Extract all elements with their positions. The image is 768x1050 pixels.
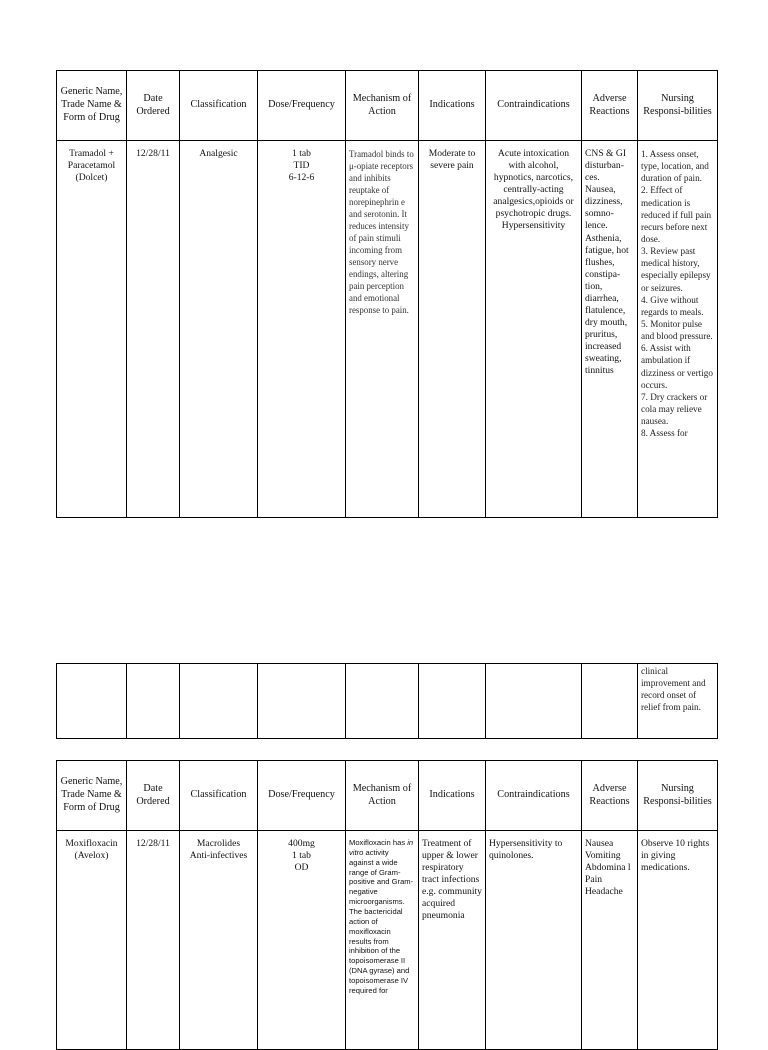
empty-cell bbox=[258, 664, 346, 739]
header-generic: Generic Name, Trade Name & Form of Drug bbox=[57, 71, 127, 141]
header-adverse: Adverse Reactions bbox=[582, 761, 638, 831]
header-date: Date Ordered bbox=[127, 71, 180, 141]
header-classification: Classification bbox=[180, 761, 258, 831]
classification-cell: Analgesic bbox=[180, 141, 258, 518]
header-adverse: Adverse Reactions bbox=[582, 71, 638, 141]
drug-row bbox=[57, 831, 718, 1050]
contraindications-cell: Acute intoxication with alcohol, hypnotics, narcotics, centrally-acting analgesics,opioids or psychotropic drugs. Hypersensitivity bbox=[486, 141, 582, 518]
header-mechanism: Mechanism of Action bbox=[346, 761, 419, 831]
empty-cell bbox=[127, 664, 180, 739]
contraindications-cell: Hypersensitivity to quinolones. bbox=[486, 831, 582, 1050]
header-indications: Indications bbox=[419, 71, 486, 141]
continuation-row bbox=[57, 664, 718, 739]
header-mechanism: Mechanism of Action bbox=[346, 71, 419, 141]
header-nursing: Nursing Responsi-bilities bbox=[638, 71, 718, 141]
mechanism-text-start: Moxifloxacin has bbox=[349, 838, 408, 847]
generic-name-cell: Moxifloxacin (Avelox) bbox=[57, 831, 127, 1050]
drug-table-moxifloxacin bbox=[56, 760, 718, 1050]
dose-frequency-cell: 1 tab TID 6-12-6 bbox=[258, 141, 346, 518]
mechanism-text-end: activity against a wide range of Gram-positive and Gram-negative microorganisms. The bactericidal action of moxifloxacin results from inhibition of the topoisomerase II (DNA gyrase) and topoisomerase IV required for bbox=[349, 847, 414, 995]
dose-frequency-cell: 400mg 1 tab OD bbox=[258, 831, 346, 1050]
header-contraindications: Contraindications bbox=[486, 71, 582, 141]
empty-cell bbox=[57, 664, 127, 739]
header-contraindications: Contraindications bbox=[486, 761, 582, 831]
empty-cell bbox=[582, 664, 638, 739]
header-dose: Dose/Frequency bbox=[258, 761, 346, 831]
generic-name-cell: Tramadol + Paracetamol (Dolcet) bbox=[57, 141, 127, 518]
date-ordered-cell: 12/28/11 bbox=[127, 141, 180, 518]
continuation-table bbox=[56, 663, 718, 739]
classification-cell: Macrolides Anti-infectives bbox=[180, 831, 258, 1050]
header-row bbox=[57, 71, 718, 141]
nursing-responsibilities-cell: 1. Assess onset, type, location, and duration of pain. 2. Effect of medication is reduced if full pain recurs before next dose. 3. Review past medical history, especially epilepsy or seizures. 4. Give without regards to meals. 5. Monitor pulse and blood pressure. 6. Assist with ambulation if dizziness or vertigo occurs. 7. Dry crackers or cola may relieve nausea. 8. Assess for bbox=[638, 141, 718, 518]
header-classification: Classification bbox=[180, 71, 258, 141]
empty-cell bbox=[486, 664, 582, 739]
nursing-responsibilities-cell: Observe 10 rights in giving medications. bbox=[638, 831, 718, 1050]
adverse-reactions-cell: CNS & GI disturban-ces. Nausea, dizziness, somno-lence. Asthenia, fatigue, hot flushes, constipa-tion, diarrhea, flatulence, dry mouth, pruritus, increased sweating, tinnitus bbox=[582, 141, 638, 518]
adverse-reactions-cell: Nausea Vomiting Abdomina l Pain Headache bbox=[582, 831, 638, 1050]
mechanism-cell: Tramadol binds to μ-opiate receptors and inhibits reuptake of norepinephrin e and serotonin. It reduces intensity of pain stimuli incoming from sensory nerve endings, altering pain perception and emotional response to pain. bbox=[346, 141, 419, 518]
indications-cell: Treatment of upper & lower respiratory tract infections e.g. community acquired pneumonia bbox=[419, 831, 486, 1050]
drug-table-tramadol bbox=[56, 70, 718, 518]
mechanism-text-italic: in vitro bbox=[349, 838, 414, 857]
header-generic: Generic Name, Trade Name & Form of Drug bbox=[57, 761, 127, 831]
empty-cell bbox=[346, 664, 419, 739]
drug-row bbox=[57, 141, 718, 518]
header-nursing: Nursing Responsi-bilities bbox=[638, 761, 718, 831]
indications-cell: Moderate to severe pain bbox=[419, 141, 486, 518]
date-ordered-cell: 12/28/11 bbox=[127, 831, 180, 1050]
nursing-continuation-cell: clinical improvement and record onset of relief from pain. bbox=[638, 664, 718, 739]
empty-cell bbox=[180, 664, 258, 739]
header-date: Date Ordered bbox=[127, 761, 180, 831]
header-row bbox=[57, 761, 718, 831]
header-indications: Indications bbox=[419, 761, 486, 831]
empty-cell bbox=[419, 664, 486, 739]
mechanism-cell bbox=[346, 831, 419, 1050]
header-dose: Dose/Frequency bbox=[258, 71, 346, 141]
